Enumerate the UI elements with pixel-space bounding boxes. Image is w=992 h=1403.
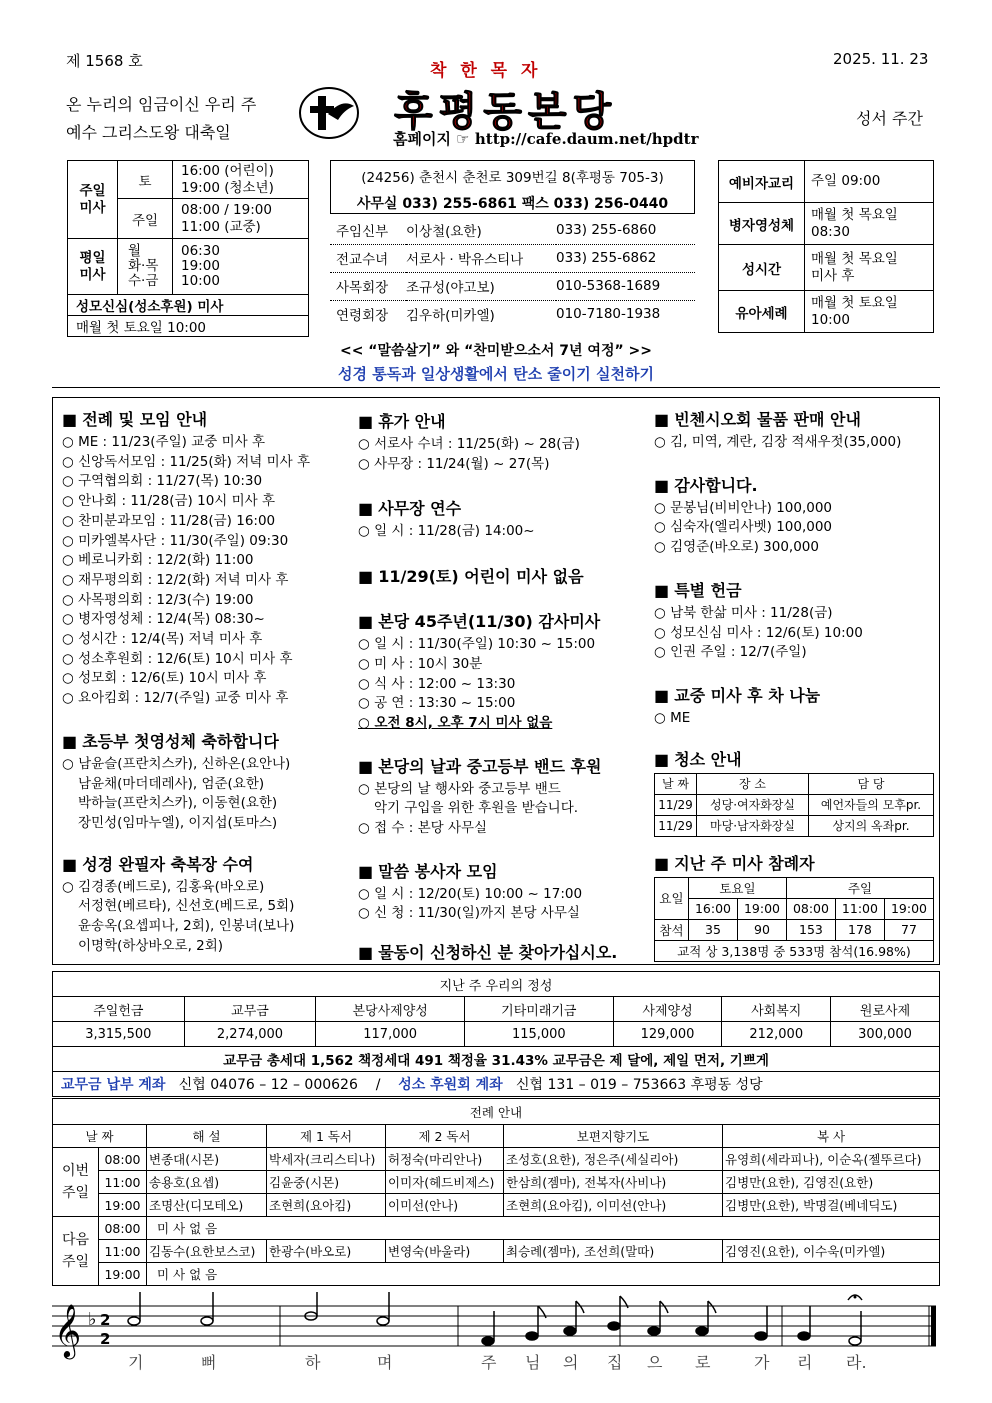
- cell: 08:00: [786, 898, 835, 919]
- weekday-mass-label: 평일 미사: [68, 239, 118, 295]
- notice-no-children-mass: [358, 564, 648, 587]
- list-item: 윤송옥(요셉피나, 2회), 인봉녀(보나): [78, 918, 295, 935]
- band-list: [358, 780, 648, 839]
- section-title: ■ 물동이 신청하신 분 찾아가십시오.: [358, 940, 648, 963]
- list-item: ○ 문봉님(비비안나) 100,000: [654, 499, 936, 519]
- sun-label: 주일: [118, 199, 173, 239]
- cell: 김영진(요한), 이수욱(미카엘): [723, 1240, 940, 1263]
- lyric-syllable: 님: [525, 1353, 541, 1372]
- cell: 조현희(요아킴): [267, 1194, 386, 1217]
- list-item: ○ 김경종(베드로), 김홍육(바오로): [62, 878, 352, 898]
- cell: 김동수(요한보스코): [147, 1240, 267, 1263]
- list-item: ○ 성시간 : 12/4(목) 저녁 미사 후: [62, 630, 352, 650]
- cell: 최승례(젬마), 조선희(말따): [504, 1240, 723, 1263]
- anniversary-list: [358, 635, 648, 734]
- cell: 미 사 없 음: [147, 1263, 940, 1286]
- cell: 178: [835, 919, 884, 940]
- list-item: ○ 신 청 : 11/30(일)까지 본당 사무실: [358, 904, 648, 924]
- cell: 16:00: [689, 898, 738, 919]
- cell: 08:00: [99, 1217, 147, 1240]
- list-item: ○ 요아킴회 : 12/7(주일) 교중 미사 후: [62, 689, 352, 709]
- marian-mass-time: 매월 첫 토요일 10:00: [68, 316, 309, 337]
- cell: 변종대(시몬): [147, 1148, 267, 1171]
- list-item: ○ 성소후원회 : 12/6(토) 10시 미사 후: [62, 650, 352, 670]
- offering-head: 본당사제양성: [316, 997, 465, 1022]
- list-item: ○ 미카엘복사단 : 11/30(주일) 09:30: [62, 532, 352, 552]
- notice-thanks: [654, 473, 936, 558]
- cell: 11:00: [835, 898, 884, 919]
- cell: 성당·여자화장실: [697, 794, 809, 815]
- section-title: ■ 교중 미사 후 차 나눔: [654, 683, 936, 706]
- vacation-list: [358, 435, 648, 474]
- notice-first-communion: [62, 729, 352, 834]
- list-item: 서정현(베르타), 신선호(베드로, 5회): [78, 898, 295, 915]
- cell: 19:00: [99, 1194, 147, 1217]
- list-item: ○ 남윤슬(프란치스카), 신하온(요안나): [62, 755, 352, 775]
- cell: 변영숙(바울라): [386, 1240, 504, 1263]
- section-title: ■ 본당의 날과 중고등부 밴드 후원: [358, 754, 648, 777]
- sacrament-value: 주일 09:00: [805, 161, 934, 203]
- list-item: ○ 심숙자(엘리사벳) 100,000: [654, 518, 936, 538]
- offering-title: 지난 주 우리의 정성: [53, 972, 940, 997]
- account-number: 신협 131 – 019 – 753663 후평동 성당: [516, 1077, 763, 1093]
- homepage-link[interactable]: http://cafe.daum.net/hpdtr: [474, 130, 699, 148]
- parish-logo: [298, 86, 360, 140]
- homepage: [393, 128, 698, 149]
- cell: 11:00: [99, 1171, 147, 1194]
- list-item: ○ ME: [654, 709, 936, 729]
- offering-value: 2,274,000: [184, 1022, 316, 1047]
- cell: 19:00: [99, 1263, 147, 1286]
- list-item: ○ 인권 주일 : 12/7(주일): [654, 643, 936, 663]
- column-2: [358, 409, 648, 977]
- list-item: ○ 병자영성체 : 12/4(목) 08:30~: [62, 610, 352, 630]
- sat-times: 16:00 (어린이) 19:00 (청소년): [173, 161, 309, 199]
- notice-special-offering: [654, 578, 936, 663]
- sacrament-value: 매월 첫 토요일 10:00: [805, 291, 934, 333]
- list-item: ○ 일 시 : 11/28(금) 14:00~: [358, 522, 648, 542]
- divider: [52, 387, 940, 388]
- staff-name: 김우하(미카엘): [406, 308, 495, 325]
- cell: 허정숙(마리안나): [386, 1148, 504, 1171]
- cell: 한광수(바오로): [267, 1240, 386, 1263]
- sacrament-label: 성시간: [719, 245, 805, 291]
- sacrament-label: 유아세례: [719, 291, 805, 333]
- list-item: ○ 오전 8시, 오후 7시 미사 없음: [358, 714, 648, 734]
- section-title: ■ 감사합니다.: [654, 473, 936, 496]
- offering-value: 212,000: [722, 1022, 831, 1047]
- list-item: ○ 안나회 : 11/28(금) 10시 미사 후: [62, 492, 352, 512]
- section-title: ■ 초등부 첫영성체 축하합니다: [62, 729, 352, 752]
- notice-water-jar: [358, 940, 648, 963]
- subtitle: 착 한 목 자: [430, 61, 542, 81]
- time-signature-bottom: 2: [100, 1330, 111, 1348]
- cell: 김윤중(시몬): [267, 1171, 386, 1194]
- account-row: [53, 1072, 940, 1097]
- list-item: 이명학(하상바오로, 2회): [78, 937, 224, 954]
- account-number: 신협 04076 – 12 – 000626: [178, 1077, 358, 1093]
- notice-cleaning: [654, 747, 936, 837]
- cell: 김병만(요한), 박명걸(베네딕도): [723, 1194, 940, 1217]
- list-item: ○ 구역협의회 : 11/27(목) 10:30: [62, 472, 352, 492]
- lyric-syllable: 가: [754, 1353, 770, 1372]
- cell: 조현희(요아킴), 이미선(안나): [504, 1194, 723, 1217]
- section-title: ■ 말씀 봉사자 모임: [358, 859, 648, 882]
- list-item: 박하늘(프란치스카), 이동현(요한): [78, 795, 278, 812]
- staff-phone: 033) 255-6862: [556, 244, 695, 272]
- lyric-syllable: 주: [481, 1353, 497, 1372]
- staff-name: 조규성(야고보): [406, 272, 556, 300]
- cell: 이미자(헤드비제스): [386, 1171, 504, 1194]
- donor-list: [654, 499, 936, 558]
- staff-phone: 010-7180-1938: [556, 306, 661, 323]
- cell: 토요일: [689, 877, 787, 898]
- list-item: 악기 구입을 위한 후원을 받습니다.: [374, 800, 579, 817]
- notice-attendance: [654, 851, 936, 962]
- cell: 한삼희(젬마), 전복자(사비나): [504, 1171, 723, 1194]
- svg-text:𝄞: 𝄞: [54, 1303, 82, 1357]
- cell: 마당·남자화장실: [697, 815, 809, 836]
- theme-line1: << “말씀살기” 와 “찬미받으소서 7년 여정” >>: [339, 343, 653, 359]
- feast-line2: 예수 그리스도왕 대축일: [66, 123, 231, 142]
- list-item: ○ 서로사 수녀 : 11/25(화) ~ 28(금): [358, 435, 648, 455]
- staff-role: 사목회장: [330, 272, 406, 300]
- music-staff: [52, 1292, 942, 1378]
- cell: 제 1 독서: [267, 1125, 386, 1148]
- cell: 예언자들의 모후pr.: [809, 794, 934, 815]
- week-name: 성서 주간: [856, 109, 923, 128]
- office-phone: 사무실 033) 255-6861 팩스 033) 256-0440: [356, 196, 669, 212]
- lyric-syllable: 집: [607, 1353, 623, 1372]
- list-item: ○ 공 연 : 13:30 ~ 15:00: [358, 694, 648, 714]
- sacrament-label: 병자영성체: [719, 203, 805, 245]
- attendance-table: [654, 877, 934, 962]
- cell: 요일: [655, 877, 689, 919]
- list-item: ○ 김, 미역, 계란, 김장 적새우젓(35,000): [654, 433, 936, 453]
- separator: /: [375, 1077, 381, 1093]
- offering-value: 115,000: [464, 1022, 613, 1047]
- issue-number: 제 1568 호: [66, 52, 143, 70]
- column-3: [654, 407, 936, 976]
- section-title: ■ 휴가 안내: [358, 409, 648, 432]
- address: (24256) 춘천시 춘천로 309번길 8(후평동 705-3): [361, 170, 664, 186]
- tea-list: [654, 709, 936, 729]
- meeting-list: [62, 433, 352, 709]
- cell: 보편지향기도: [504, 1125, 723, 1148]
- cell: 77: [884, 919, 933, 940]
- sat-label: 토: [118, 161, 173, 199]
- cell: 35: [689, 919, 738, 940]
- lyric-syllable: 뻐: [201, 1353, 217, 1372]
- list-item: ○ 성모회 : 12/6(토) 10시 미사 후: [62, 669, 352, 689]
- lyric-syllable: 라.: [846, 1353, 867, 1372]
- list-item: ○ 성모신심 미사 : 12/6(토) 10:00: [654, 624, 936, 644]
- training-list: [358, 522, 648, 542]
- section-title: ■ 청소 안내: [654, 747, 936, 770]
- list-item: ○ 사목평의회 : 12/3(수) 19:00: [62, 591, 352, 611]
- svg-text:♭: ♭: [88, 1309, 97, 1330]
- staff-phone: 033) 255-6860: [556, 216, 695, 244]
- list-item: ○ 찬미분과모임 : 11/28(금) 16:00: [62, 512, 352, 532]
- lyric-syllable: 으: [647, 1353, 663, 1372]
- list-item: ○ 본당의 날 행사와 중고등부 밴드: [358, 780, 648, 800]
- attendance-summary: 교적 상 3,138명 중 533명 참석(16.98%): [655, 940, 934, 961]
- offering-value: 129,000: [613, 1022, 722, 1047]
- section-title: ■ 전례 및 모임 안내: [62, 407, 352, 430]
- cell: 11:00: [99, 1240, 147, 1263]
- cell: 이미선(안나): [386, 1194, 504, 1217]
- offering-head: 기타미래기금: [464, 997, 613, 1022]
- next-week-label: 다음 주일: [53, 1217, 99, 1286]
- cell: 19:00: [884, 898, 933, 919]
- cell: 11/29: [655, 815, 697, 836]
- notice-tea-sharing: [654, 683, 936, 729]
- cell: 제 2 독서: [386, 1125, 504, 1148]
- parish-name: 후평동본당: [394, 88, 618, 135]
- cell: 해 설: [147, 1125, 267, 1148]
- cell: 송용호(요셉): [147, 1171, 267, 1194]
- notice-vacation: [358, 409, 648, 474]
- section-title: ■ 11/29(토) 어린이 미사 없음: [358, 564, 648, 587]
- cell: 08:00: [99, 1148, 147, 1171]
- marian-mass-title: 성모신심(성소후원) 미사: [68, 295, 309, 316]
- section-title: ■ 성경 완필자 축복장 수여: [62, 852, 352, 875]
- staff-phone: 010-5368-1689: [556, 272, 695, 300]
- sacrament-value: 매월 첫 목요일 미사 후: [805, 245, 934, 291]
- contact-box: [330, 160, 695, 214]
- staff-role: 전교수녀: [330, 244, 406, 272]
- lyric-syllable: 며: [377, 1353, 393, 1372]
- list-item: ○ 신앙독서모임 : 11/25(화) 저녁 미사 후: [62, 453, 352, 473]
- column-1: [62, 407, 352, 970]
- section-title: ■ 지난 주 미사 참례자: [654, 851, 936, 874]
- offering-value: 300,000: [831, 1022, 940, 1047]
- issue-date: 2025. 11. 23: [833, 50, 929, 68]
- weekday-times: 06:30 19:00 10:00: [173, 239, 309, 295]
- notice-band-support: [358, 754, 648, 839]
- cell: 담 당: [809, 773, 934, 794]
- lyric-syllable: 의: [563, 1353, 579, 1372]
- feast-line1: 온 누리의 임금이신 우리 주: [66, 95, 257, 114]
- sale-list: [654, 433, 936, 453]
- cell: 19:00: [737, 898, 786, 919]
- homepage-label: 홈페이지 ☞: [393, 130, 470, 148]
- cell: 11/29: [655, 794, 697, 815]
- section-title: ■ 본당 45주년(11/30) 감사미사: [358, 609, 648, 632]
- list-item: ○ 미 사 : 10시 30분: [358, 655, 648, 675]
- cell: 미 사 없 음: [147, 1217, 940, 1240]
- list-item: ○ 식 사 : 12:00 ~ 13:30: [358, 675, 648, 695]
- list-item: ○ 접 수 : 본당 사무실: [358, 819, 648, 839]
- notice-vincent-sale: [654, 407, 936, 453]
- notice-bible-completion: [62, 852, 352, 957]
- offering-head: 주일헌금: [53, 997, 185, 1022]
- liturgy-table: [52, 1098, 940, 1286]
- cell: 참석: [655, 919, 689, 940]
- cell: 복 사: [723, 1125, 940, 1148]
- notice-liturgy-meetings: [62, 407, 352, 709]
- staff-role: 연령회장: [336, 308, 389, 325]
- cell: 김병만(요한), 김영진(요한): [723, 1171, 940, 1194]
- completion-list: [62, 878, 352, 957]
- cell: 153: [786, 919, 835, 940]
- lyric-syllable: 기: [128, 1353, 144, 1372]
- list-item: ○ ME : 11/23(주일) 교중 미사 후: [62, 433, 352, 453]
- staff-role: 주임신부: [330, 216, 406, 244]
- mass-schedule-table: [67, 160, 309, 337]
- offering-list: [654, 604, 936, 663]
- notice-word-volunteers: [358, 859, 648, 924]
- staff-name: 이상철(요한): [406, 216, 556, 244]
- cell: 장 소: [697, 773, 809, 794]
- cell: 조성호(요한), 정은주(세실리아): [504, 1148, 723, 1171]
- list-item: ○ 김영준(바오로) 300,000: [654, 538, 936, 558]
- list-item: ○ 재무평의회 : 12/2(화) 저녁 미사 후: [62, 571, 352, 591]
- staff-name: 서로사 · 박유스티나: [406, 244, 556, 272]
- sacraments-table: [718, 160, 934, 333]
- cleaning-table: [654, 773, 934, 837]
- cell: 90: [737, 919, 786, 940]
- offering-head: 사회복지: [722, 997, 831, 1022]
- offering-head: 원로사제: [831, 997, 940, 1022]
- cell: 주일: [786, 877, 933, 898]
- list-item: ○ 남북 한삶 미사 : 11/28(금): [654, 604, 936, 624]
- cell: 조명산(디모테오): [147, 1194, 267, 1217]
- sun-times: 08:00 / 19:00 11:00 (교중): [173, 199, 309, 239]
- cell: 유영희(세라피나), 이순옥(젤뚜르다): [723, 1148, 940, 1171]
- communion-list: [62, 755, 352, 834]
- lyric-syllable: 리: [797, 1353, 813, 1372]
- weekday-days: 월 화·목 수·금: [118, 239, 173, 295]
- offering-value: 3,315,500: [53, 1022, 185, 1047]
- offering-head: 사제양성: [613, 997, 722, 1022]
- notice-training: [358, 496, 648, 542]
- liturgy-title: 전례 안내: [53, 1099, 940, 1125]
- cell: 상지의 옥좌pr.: [809, 815, 934, 836]
- list-item: 남윤채(마더데레사), 엄준(요한): [78, 775, 265, 792]
- cell: 박세자(크리스티나): [267, 1148, 386, 1171]
- list-item: ○ 일 시 : 11/30(주일) 10:30 ~ 15:00: [358, 635, 648, 655]
- account-label: 성소 후원회 계좌: [398, 1077, 503, 1093]
- cell: 날 짜: [655, 773, 697, 794]
- section-title: ■ 사무장 연수: [358, 496, 648, 519]
- theme-line2: 성경 통독과 일상생활에서 탄소 줄이기 실천하기: [338, 365, 654, 383]
- offering-head: 교무금: [184, 997, 316, 1022]
- list-item: ○ 사무장 : 11/24(월) ~ 27(목): [358, 455, 648, 475]
- sacrament-value: 매월 첫 목요일 08:30: [805, 203, 934, 245]
- offering-summary: 교무금 총세대 1,562 책정세대 491 책정율 31.43% 교무금은 제 달에, 제일 먼저, 기쁘게: [53, 1047, 940, 1072]
- list-item: 장민성(임마누엘), 이지섭(토마스): [78, 814, 278, 831]
- account-label: 교무금 납부 계좌: [61, 1077, 166, 1093]
- lyric-syllable: 로: [695, 1353, 711, 1372]
- list-item: ○ 일 시 : 12/20(토) 10:00 ~ 17:00: [358, 885, 648, 905]
- this-week-label: 이번 주일: [53, 1148, 99, 1217]
- volunteer-list: [358, 885, 648, 924]
- offering-value: 117,000: [316, 1022, 465, 1047]
- notice-anniversary: [358, 609, 648, 734]
- staff-table: [330, 216, 695, 328]
- section-title: ■ 특별 헌금: [654, 578, 936, 601]
- sacrament-label: 예비자교리: [719, 161, 805, 203]
- section-title: ■ 빈첸시오회 물품 판매 안내: [654, 407, 936, 430]
- offering-table: [52, 971, 940, 1097]
- sunday-mass-label: 주일 미사: [68, 161, 118, 239]
- time-signature-top: 2: [100, 1311, 111, 1329]
- lyric-syllable: 하: [305, 1353, 321, 1372]
- list-item: ○ 베로니카회 : 12/2(화) 11:00: [62, 551, 352, 571]
- cell: 날 짜: [53, 1125, 147, 1148]
